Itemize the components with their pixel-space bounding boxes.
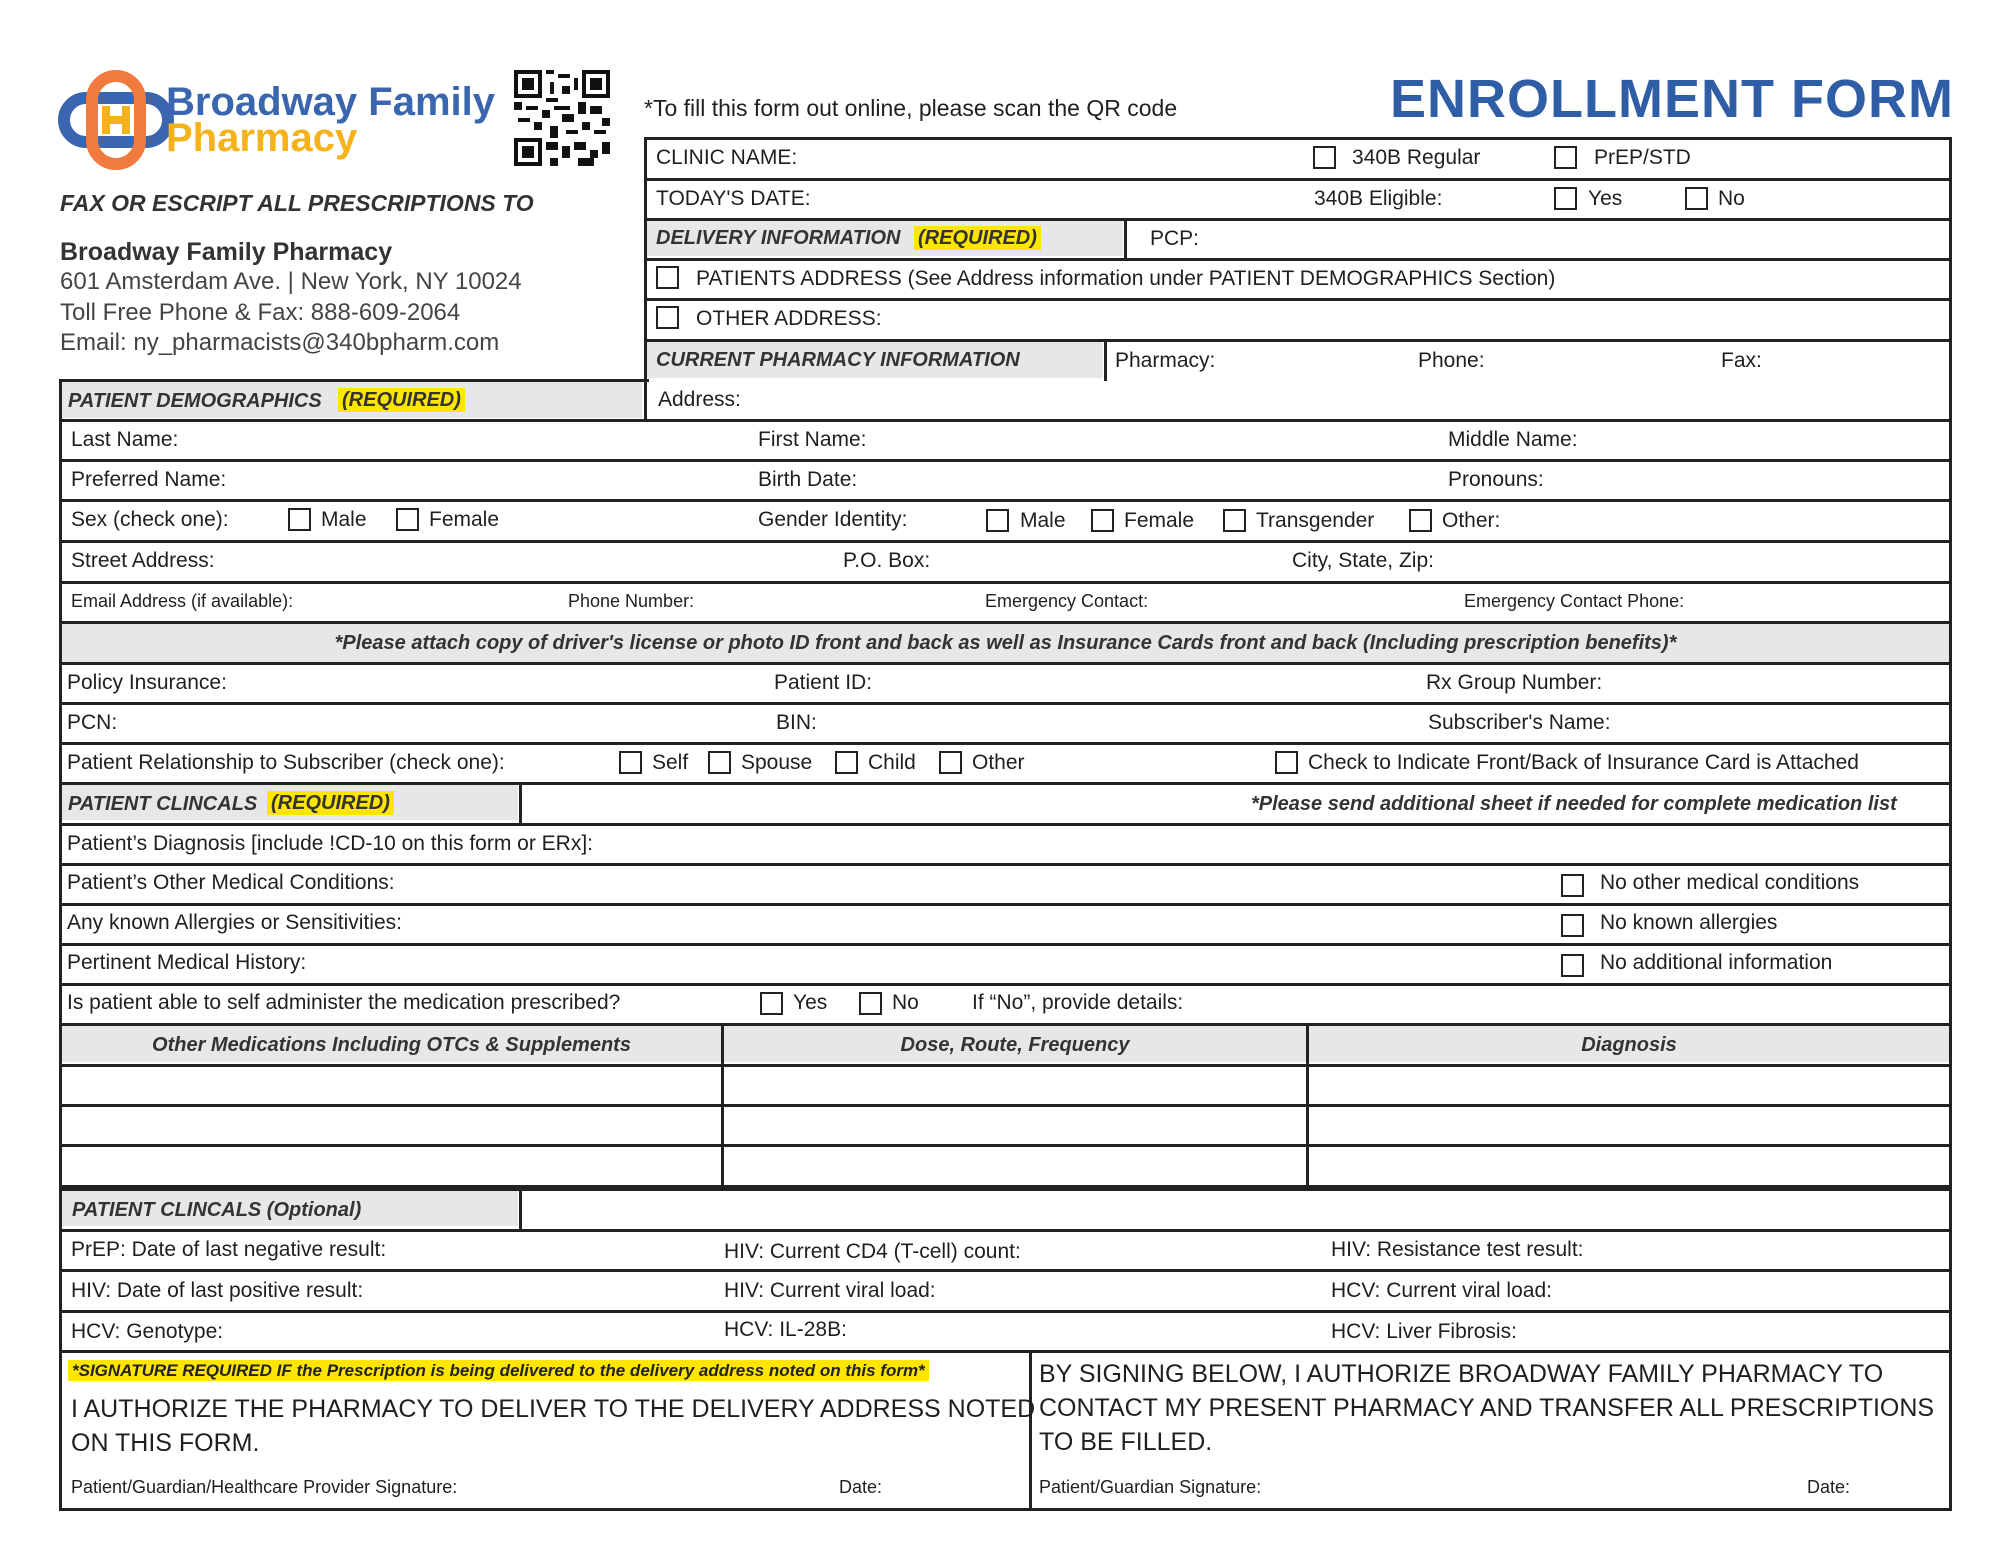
opt-r1-c3: HIV: Resistance test result: — [1331, 1238, 1584, 1261]
prep-std-checkbox[interactable] — [1554, 146, 1577, 169]
patients-address-label: PATIENTS ADDRESS (See Address information under PATIENT DEMOGRAPHICS Section) — [696, 267, 1556, 290]
clinicals-header: PATIENT CLINCALS — [68, 793, 258, 815]
gi-transgender-checkbox[interactable] — [1223, 509, 1246, 532]
bin-label: BIN: — [776, 711, 817, 734]
first-name-label: First Name: — [758, 428, 867, 451]
eligible-yes-label: Yes — [1588, 187, 1623, 210]
left-auth-line2: ON THIS FORM. — [71, 1429, 260, 1457]
rel-other-checkbox[interactable] — [939, 751, 962, 774]
no-additional-info-checkbox[interactable] — [1561, 954, 1584, 977]
prep-std-label: PrEP/STD — [1594, 146, 1691, 169]
other-address-checkbox[interactable] — [656, 306, 679, 329]
opt-r1-c1: PrEP: Date of last negative result: — [71, 1238, 387, 1261]
delivery-header: DELIVERY INFORMATION — [656, 227, 901, 249]
rel-self-checkbox[interactable] — [619, 751, 642, 774]
pcn-label: PCN: — [67, 711, 118, 734]
340b-regular-label: 340B Regular — [1352, 146, 1481, 169]
signature-required-note: *SIGNATURE REQUIRED IF the Prescription is being delivered to the delivery address noted on this form* — [68, 1360, 929, 1381]
rel-self-label: Self — [652, 751, 689, 774]
rel-spouse-label: Spouse — [741, 751, 813, 774]
birth-date-label: Birth Date: — [758, 468, 858, 491]
contact-phone: Toll Free Phone & Fax: 888-609-2064 — [60, 299, 461, 326]
opt-r2-c3: HCV: Current viral load: — [1331, 1279, 1552, 1302]
clinic-name-label: CLINIC NAME: — [656, 146, 798, 169]
right-date-label[interactable]: Date: — [1807, 1477, 1851, 1497]
rel-child-label: Child — [868, 751, 916, 774]
diagnosis-label: Patient’s Diagnosis [include !CD-10 on this form or ERx]: — [67, 832, 594, 855]
emergency-contact-label: Emergency Contact: — [985, 591, 1149, 611]
qr-note: *To fill this form out online, please scan the QR code — [644, 95, 1178, 121]
med-col-header-1: Other Medications Including OTCs & Supplements — [152, 1034, 631, 1056]
cur-fax-label: Fax: — [1721, 349, 1762, 372]
gi-female-label: Female — [1124, 509, 1195, 532]
pharmacy-logo — [56, 70, 496, 170]
policy-insurance-label: Policy Insurance: — [67, 671, 227, 694]
card-attached-checkbox[interactable] — [1275, 751, 1298, 774]
eligible-no-checkbox[interactable] — [1685, 187, 1708, 210]
no-other-conditions-checkbox[interactable] — [1561, 874, 1584, 897]
street-address-label: Street Address: — [71, 549, 215, 572]
eligible-yes-checkbox[interactable] — [1554, 187, 1577, 210]
form-title: ENROLLMENT FORM — [1390, 69, 1954, 129]
opt-r3-c2: HCV: IL-28B: — [724, 1318, 847, 1341]
opt-r2-c1: HIV: Date of last positive result: — [71, 1279, 364, 1302]
gi-other-checkbox[interactable] — [1409, 509, 1432, 532]
brand-name-line1: Broadway Family — [166, 80, 496, 124]
340b-regular-checkbox[interactable] — [1313, 146, 1336, 169]
rel-child-checkbox[interactable] — [835, 751, 858, 774]
cur-pharmacy-label: Pharmacy: — [1115, 349, 1216, 372]
card-attached-label: Check to Indicate Front/Back of Insurance Card is Attached — [1308, 751, 1859, 774]
logo-icon — [56, 70, 176, 170]
history-label: Pertinent Medical History: — [67, 951, 307, 974]
contact-address: 601 Amsterdam Ave. | New York, NY 10024 — [60, 268, 522, 295]
contact-name: Broadway Family Pharmacy — [60, 238, 393, 266]
po-box-label: P.O. Box: — [843, 549, 931, 572]
qr-code[interactable] — [514, 70, 610, 166]
contact-email: Email: ny_pharmacists@340bpharm.com — [60, 329, 500, 356]
email-label: Email Address (if available): — [71, 591, 294, 611]
pcp-label: PCP: — [1150, 227, 1200, 250]
clinicals-note: *Please send additional sheet if needed for complete medication list — [1251, 793, 1897, 815]
self-admin-no-checkbox[interactable] — [859, 992, 882, 1015]
sex-female-label: Female — [429, 508, 500, 531]
preferred-name-label: Preferred Name: — [71, 468, 227, 491]
if-no-details-label: If “No”, provide details: — [972, 991, 1184, 1014]
opt-r1-c2: HIV: Current CD4 (T-cell) count: — [724, 1240, 1021, 1263]
opt-r3-c1: HCV: Genotype: — [71, 1320, 224, 1343]
other-conditions-label: Patient’s Other Medical Conditions: — [67, 871, 395, 894]
middle-name-label: Middle Name: — [1448, 428, 1578, 451]
left-auth-line1: I AUTHORIZE THE PHARMACY TO DELIVER TO THE DELIVERY ADDRESS NOTED — [71, 1395, 1036, 1423]
delivery-required: (REQUIRED) — [914, 226, 1041, 250]
fax-heading: FAX OR ESCRIPT ALL PRESCRIPTIONS TO — [60, 190, 534, 216]
brand-name-line2: Pharmacy — [166, 116, 358, 160]
self-admin-yes-checkbox[interactable] — [760, 992, 783, 1015]
optional-header: PATIENT CLINCALS (Optional) — [72, 1199, 362, 1221]
right-signature-label[interactable]: Patient/Guardian Signature: — [1039, 1477, 1262, 1497]
sex-label: Sex (check one): — [71, 508, 229, 531]
todays-date-label: TODAY'S DATE: — [656, 187, 811, 210]
no-additional-info-label: No additional information — [1600, 951, 1833, 974]
demographics-header: PATIENT DEMOGRAPHICS — [68, 390, 322, 412]
left-signature-label[interactable]: Patient/Guardian/Healthcare Provider Signature: — [71, 1477, 458, 1497]
eligible-no-label: No — [1718, 187, 1745, 210]
340b-eligible-label: 340B Eligible: — [1314, 187, 1443, 210]
other-address-label: OTHER ADDRESS: — [696, 307, 882, 330]
last-name-label: Last Name: — [71, 428, 179, 451]
self-admin-yes-label: Yes — [793, 991, 828, 1014]
opt-r3-c3: HCV: Liver Fibrosis: — [1331, 1320, 1517, 1343]
sex-female-checkbox[interactable] — [396, 508, 419, 531]
cur-phone-label: Phone: — [1418, 349, 1485, 372]
med-table-row[interactable] — [62, 1107, 1949, 1144]
left-date-label[interactable]: Date: — [839, 1477, 883, 1497]
phone-label: Phone Number: — [568, 591, 695, 611]
self-admin-label: Is patient able to self administer the medication prescribed? — [67, 991, 621, 1014]
right-auth-line3: TO BE FILLED. — [1039, 1428, 1213, 1456]
med-table-row[interactable] — [62, 1147, 1949, 1184]
no-allergies-label: No known allergies — [1600, 911, 1778, 934]
med-col-header-2: Dose, Route, Frequency — [900, 1034, 1130, 1056]
relationship-label: Patient Relationship to Subscriber (check one): — [67, 751, 505, 774]
gi-male-label: Male — [1020, 509, 1066, 532]
clinicals-required: (REQUIRED) — [267, 791, 394, 815]
right-auth-line1: BY SIGNING BELOW, I AUTHORIZE BROADWAY FAMILY PHARMACY TO — [1039, 1360, 1884, 1388]
patients-address-checkbox[interactable] — [656, 266, 679, 289]
no-other-conditions-label: No other medical conditions — [1600, 871, 1860, 894]
patient-id-label: Patient ID: — [774, 671, 873, 694]
current-pharmacy-header: CURRENT PHARMACY INFORMATION — [656, 349, 1020, 371]
rel-other-label: Other — [972, 751, 1025, 774]
opt-r2-c2: HIV: Current viral load: — [724, 1279, 936, 1302]
right-auth-line2: CONTACT MY PRESENT PHARMACY AND TRANSFER ALL PRESCRIPTIONS — [1039, 1394, 1935, 1422]
self-admin-no-label: No — [892, 991, 919, 1014]
cur-address-label: Address: — [658, 388, 741, 411]
no-allergies-checkbox[interactable] — [1561, 914, 1584, 937]
allergies-label: Any known Allergies or Sensitivities: — [67, 911, 402, 934]
sex-male-label: Male — [321, 508, 367, 531]
gender-identity-label: Gender Identity: — [758, 508, 908, 531]
gi-female-checkbox[interactable] — [1091, 509, 1114, 532]
rx-group-label: Rx Group Number: — [1426, 671, 1603, 694]
rel-spouse-checkbox[interactable] — [708, 751, 731, 774]
med-table-row[interactable] — [62, 1067, 1949, 1104]
gi-male-checkbox[interactable] — [986, 509, 1009, 532]
gi-transgender-label: Transgender — [1256, 509, 1375, 532]
city-state-zip-label: City, State, Zip: — [1292, 549, 1434, 572]
demographics-required: (REQUIRED) — [338, 388, 465, 412]
pronouns-label: Pronouns: — [1448, 468, 1544, 491]
attach-note: *Please attach copy of driver's license or photo ID front and back as well as Insurance Cards front and back (Including prescription benefits)* — [334, 632, 1677, 654]
gi-other-label: Other: — [1442, 509, 1501, 532]
sex-male-checkbox[interactable] — [288, 508, 311, 531]
med-col-header-3: Diagnosis — [1581, 1034, 1677, 1056]
emergency-phone-label: Emergency Contact Phone: — [1464, 591, 1685, 611]
subscriber-name-label: Subscriber's Name: — [1428, 711, 1611, 734]
